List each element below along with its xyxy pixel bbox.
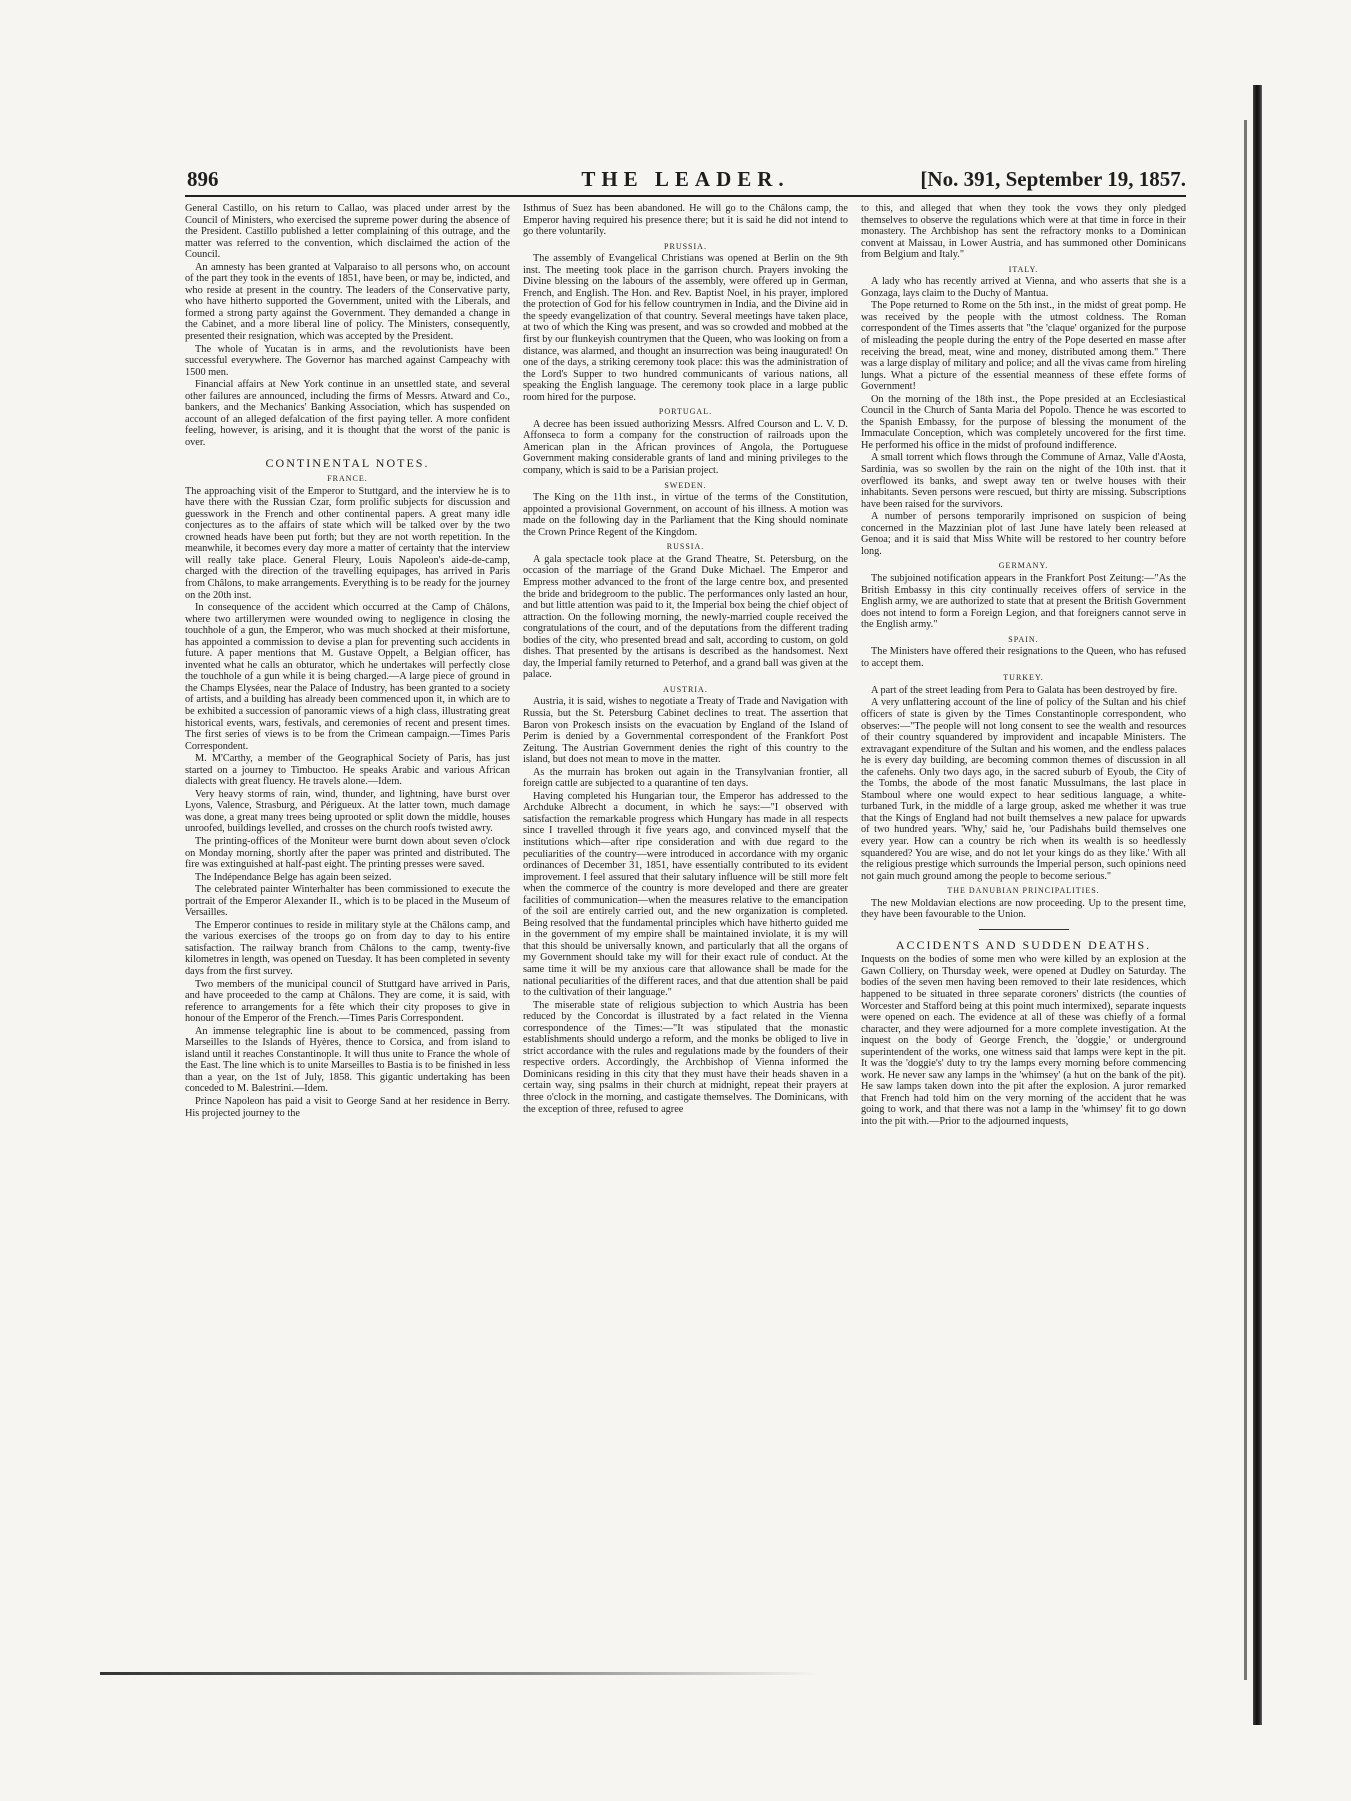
paragraph: Having completed his Hungarian tour, the Emperor has addressed to the Archduke Albrecht a document, in which he says:—"I observed with satisfaction the remarkable progress which Hungary has made in all respects since I travelled through it five years ago, and convinced myself that the institutions which—after ripe consideration and with due regard to the peculiarities of the country—were introduced in accordance with my organic ordinances of December 31, 1851, have essentially contributed to its evident improvement. I feel assured that their salutary influence will be still more felt when the commerce of the country is more developed and there are greater facilities of communication—when the measures relative to the emancipation of the soil are entirely carried out, and the new organization is completed. Being resolved that the fundamental principles which have hitherto guided me in the government of my empire shall be maintained inviolate, it is my will that this should be universally known, and particularly that all the organs of my Government should take my will for their exact rule of conduct. At the same time it will be my anxious care that allowance shall be made for the national peculiarities of the different races, and that due attention shall be paid to the cultivation of their language." (523, 790, 848, 999)
paragraph: Prince Napoleon has paid a visit to George Sand at her residence in Berry. His projected journey to the (185, 1096, 510, 1119)
paragraph: The assembly of Evangelical Christians was opened at Berlin on the 9th inst. The meeting took place in the garrison church. Prayers invoking the Divine blessing on the labours of the assembly, were offered up in German, French, and English. The Hon. and Rev. Baptist Noel, in his prayer, implored the protection of God for his fellow countrymen in India, and the Divine aid in the speedy evangelization of that country. Several meetings have taken place, at two of which the King was present, and was so crowded and mobbed at the first by our flunkeyish countrymen that the Queen, who was looking on from a distance, was alarmed, and thought an insurrection was being inaugurated! On one of the days, a striking ceremony took place: this was the administration of the Lord's Supper to two hundred communicants of various nations, all speaking the English language. The ceremony took place in a large public room hired for the purpose. (523, 253, 848, 403)
masthead (185, 165, 1186, 197)
paragraph: On the morning of the 18th inst., the Pope presided at an Ecclesiastical Council in the Church of Santa Maria del Popolo. Thence he was escorted to the Spanish Embassy, for the purpose of blessing the monument of the Immaculate Conception, which was completely uncovered for the first time. He performed his office in the midst of profound indifference. (861, 393, 1186, 451)
section-title-continental-notes: CONTINENTAL NOTES. (265, 456, 430, 471)
paragraph: A gala spectacle took place at the Grand Theatre, St. Petersburg, on the occasion of the marriage of the Grand Duke Michael. The Emperor and Empress mother advanced to the front of the large centre box, and presented the bride and bridegroom to the public. The performances only lasted an hour, and but little attention was paid to it, the Imperial box being the chief object of attraction. On the following morning, the newly-married couple received the congratulations of the court, and of the deputations from the different trading bodies of the city, who presented bread and salt, according to custom, on gold dishes. That presented by the artisans is described as the handsomest. Next day, the Imperial family returned to Peterhof, and a grand ball was given at the palace. (523, 553, 848, 681)
newspaper-title: THE LEADER. (581, 167, 790, 191)
paragraph: Inquests on the bodies of some men who were killed by an explosion at the Gawn Colliery, on Thursday week, were opened at Dudley on Saturday. The bodies of the seven men having been removed to their late residences, which happened to be situated in three separate coroners' districts (the counties of Worcester and Stafford being at this point much intermixed), separate inquests were opened on each. The evidence at all of these was chiefly of a formal character, and they were adjourned for a more complete investigation. At the inquest on the body of George French, the 'doggie,' or underground superintendent of the works, one witness said that lamps were kept in the pit. It was the 'doggie's' duty to try the lamps every morning before commencing work. He never saw any lamps in the 'whimsey' (a hut on the bank of the pit). He saw lamps taken down into the pit after the explosion. A juror remarked that French had told him on the very morning of the accident that he was going to work, and that there was not a lamp in the 'whimsey' fit to go down into the pit with.—Prior to the adjourned inquests, (861, 954, 1186, 1128)
paragraph: The approaching visit of the Emperor to Stuttgard, and the interview he is to have there with the Russian Czar, form prolific subjects for discussion and guesswork in the French and other continental papers. A great many idle conjectures as to the affairs of state which will be talked over by the two crowned heads have been put forth; but they are not worth repetition. In the meanwhile, it becomes every day more a matter of certainty that the interview will really take place. General Fleury, Louis Napoleon's aide-de-camp, charged with the direction of the travelling equipages, has arrived in Paris from Châlons, to make arrangements. Everything is to be ready for the journey on the 20th inst. (185, 485, 510, 601)
paragraph: The subjoined notification appears in the Frankfort Post Zeitung:—"As the British Embassy in this city continually receives offers of service in the English army, we are authorized to state that at present the British Government does not intend to form a Foreign Legion, and that foreigners cannot serve in the English army." (861, 572, 1187, 631)
paragraph: The Pope returned to Rome on the 5th inst., in the midst of great pomp. He was received by the people with the utmost coldness. The Roman correspondent of the Times asserts that "the 'claque' organized for the purpose of misleading the people during the entry of the Pope deserted en masse after receiving the bread, meat, wine and money, distributed among them." There was a large display of military and police; and all the vivas came from hireling lungs. What a picture of the essential meanness of these effete forms of Government! (861, 300, 1186, 393)
column-3 (861, 203, 1186, 1129)
paragraph: Very heavy storms of rain, wind, thunder, and lightning, have burst over Lyons, Valence, Strasburg, and Périgueux. At the latter town, much damage was done, a great many trees being uprooted or split down the middle, houses unroofed, buildings levelled, and crosses on the church roofs twisted awry. (185, 788, 510, 835)
section-title-accidents: ACCIDENTS AND SUDDEN DEATHS. (895, 937, 1152, 952)
column-2 (523, 203, 848, 1129)
paragraph: A decree has been issued authorizing Messrs. Alfred Courson and L. V. D. Affonseca to form a company for the construction of railroads upon the American plan in the African provinces of Angola, the Portuguese Government making considerable grants of land and mining privileges to the company, which is said to be a Parisian project. (523, 418, 848, 477)
subheading-spain: SPAIN. (1008, 634, 1039, 644)
paragraph: M. M'Carthy, a member of the Geographical Society of Paris, has just started on a journey to Timbuctoo. He speaks Arabic and various African dialects with great fluency. He travels alone.—Idem. (185, 753, 510, 788)
subheading-prussia: PRUSSIA. (664, 241, 707, 251)
subheading-sweden: SWEDEN. (664, 480, 707, 490)
subheading-turkey: TURKEY. (1003, 673, 1044, 683)
paragraph: General Castillo, on his return to Callao, was placed under arrest by the Council of Ministers, who exercised the supreme power during the absence of the President. Castillo published a letter complaining of this outrage, and the matter was referred to the convention, which disclaimed the action of the Council. (185, 203, 510, 261)
paragraph: In consequence of the accident which occurred at the Camp of Châlons, where two artillerymen were wounded owing to negligence in closing the touchhole of a gun, the Emperor, who was much shocked at their misfortune, has appointed a commission to devise a plan for preventing such accidents in future. A paper mentions that M. Gustave Oppelt, a Belgian officer, has invented what he calls an obturator, which he undertakes will perfectly close the touchhole of a gun while it is being charged.—A large piece of ground in the Champs Elysées, near the Palace of Industry, has been granted to a society of artists, and a building has already been commenced upon it, in which are to be exhibited a succession of panoramic views of a high class, illustrating great historical events, wars, festivals, and ceremonies of recent and present times. The first series of views is to be from the Crimean campaign.—Times Paris Correspondent. (185, 602, 510, 752)
binding-edge (1253, 85, 1262, 1725)
paragraph: The printing-offices of the Moniteur were burnt down about seven o'clock on Monday morning, shortly after the paper was printed and distributed. The fire was extinguished at half-past eight. The printing presses were saved. (185, 835, 510, 871)
page-number: 896 (187, 167, 219, 191)
issue-info: [No. 391, September 19, 1857. (920, 167, 1186, 191)
newspaper-page (185, 165, 1186, 1129)
column-1 (185, 203, 510, 1129)
paragraph: A lady who has recently arrived at Vienna, and who asserts that she is a Gonzaga, lays claim to the Duchy of Mantua. (861, 276, 1186, 299)
subheading-italy: ITALY. (1008, 264, 1039, 274)
paragraph: The Emperor continues to reside in military style at the Châlons camp, and the various exercises of the troops go on from day to day to his entire satisfaction. The railway branch from Châlons to the camp, twenty-five kilometres in length, was opened on Tuesday. It has been completed in seventy days from the first survey. (185, 919, 510, 977)
scan-artifact (100, 1672, 820, 1675)
paragraph: The Indépendance Belge has again been seized. (195, 871, 392, 883)
subheading-germany: GERMANY. (998, 561, 1049, 571)
subheading-portugal: PORTUGAL. (658, 407, 713, 417)
paragraph: Financial affairs at New York continue in an unsettled state, and several other failures are announced, including the firms of Messrs. Atward and Co., bankers, and the Mechanics' Banking Association, which has suspended on account of an alleged defalcation of the first paying teller. A more confident feeling, however, is arising, and it is thought that the worst of the panic is over. (185, 379, 510, 448)
subheading-danubian: THE DANUBIAN PRINCIPALITIES. (947, 886, 1100, 896)
paragraph: A part of the street leading from Pera to Galata has been destroyed by fire. (871, 684, 1178, 696)
paragraph: The Ministers have offered their resignations to the Queen, who has refused to accept them. (861, 646, 1186, 669)
paragraph: The new Moldavian elections are now proceeding. Up to the present time, they have been favourable to the Union. (861, 897, 1186, 921)
columns (185, 203, 1186, 1129)
paragraph: to this, and alleged that when they took the vows they only pledged themselves to observe the regulations which were at that time in force in their monastery. The Archbishop has sent the refractory monks to a Dominican convent at Maissau, in Lower Austria, and has summoned other Dominicans from Belgium and Italy." (861, 203, 1186, 261)
subheading-france: FRANCE. (327, 474, 368, 484)
paragraph: An amnesty has been granted at Valparaiso to all persons who, on account of the part they took in the events of 1851, have been, or may be, indicted, and who reside at present in the country. The leaders of the Conservative party, who have hitherto supported the Government, united with the Liberals, and formed a strong party against the Government. They demanded a change in the Cabinet, and a more liberal line of policy. The Ministers, consequently, presented their resignation, which was accepted by the President. (185, 261, 510, 343)
paragraph: The whole of Yucatan is in arms, and the revolutionists have been successful everywhere. The Governor has marched against Campeachy with 1500 men. (185, 343, 510, 378)
paragraph: An immense telegraphic line is about to be commenced, passing from Marseilles to the Islands of Hyères, thence to Corsica, and from island to island until it reaches Constantinople. It will thus unite to France the whole of the East. The line which is to unite Marseilles to Bastia is to be finished in less than a year, on the 1st of July, 1858. This gigantic undertaking has been conceded to M. Balestrini.—Idem. (185, 1025, 510, 1095)
paragraph: The King on the 11th inst., in virtue of the terms of the Constitution, appointed a provisional Government, on account of his illness. A motion was made on the following day in the Parliament that the King should nominate the Crown Prince Regent of the Kingdom. (523, 492, 848, 538)
subheading-austria: AUSTRIA. (663, 684, 708, 694)
paragraph: A small torrent which flows through the Commune of Arnaz, Valle d'Aosta, Sardinia, was so swollen by the rain on the night of the 10th inst. that it overflowed its banks, and swept away ten or twelve houses with their inhabitants. Seven persons were rescued, but thirty are missing. Subscriptions have been raised for the survivors. (861, 452, 1186, 510)
paragraph: Two members of the municipal council of Stuttgard have arrived in Paris, and have proceeded to the camp at Châlons. They are come, it is said, with reference to arrangements for a fête which their city proposes to give in honour of the Emperor of the French.—Times Paris Correspondent. (185, 978, 510, 1025)
paragraph: The celebrated painter Winterhalter has been commissioned to execute the portrait of the Emperor Alexander II., which is to be placed in the Museum of Versailles. (185, 884, 510, 919)
paragraph: The miserable state of religious subjection to which Austria has been reduced by the Concordat is illustrated by a fact related in the Vienna correspondence of the Times:—"It was stipulated that the monastic establishments should undergo a reform, and the monks be obliged to live in strict accordance with the rules and regulations made by the founders of their respective orders. Accordingly, the Archbishop of Vienna informed the Dominicans residing in this city that they must have their heads shaven in a certain way, sing psalms in their church at midnight, repeat their prayers at three o'clock in the morning, and castigate themselves. The Dominicans, with the exception of three, refused to agree (523, 999, 848, 1115)
subheading-russia: RUSSIA. (666, 542, 705, 552)
paragraph: A number of persons temporarily imprisoned on suspicion of being concerned in the Mazzinian plot of last June have lately been released at Genoa; and it is said that Miss White will be restored to her country before long. (861, 511, 1186, 557)
paragraph: A very unflattering account of the line of policy of the Sultan and his chief officers of state is given by the Times Constantinople correspondent, who observes:—"The people will not long consent to see the wealth and resources of their country squandered by improvident and incapable Ministers. The extravagant expenditure of the Sultan and his women, and the endless palaces he is every day building, are becoming common themes of discussion in all the cafenehs. Only two days ago, in the sacred suburb of Eyoub, the City of the Tombs, the abode of the most fanatic Mussulmans, the last place in Stamboul where one would expect to hear seditious language, a white-turbaned Turk, in the middle of a large group, asked me whether it was true that the Kings of England had not built themselves a new palace for upwards of two hundred years. 'Why,' said he, 'our Padishahs build themselves one every year. How can a country be rich when its wealth is so heedlessly squandered? You are wise, and do not let your kings do as they like.' With all the religious prestige which surrounds the Imperial person, such opinions need not gain much ground among the people to become serious." (861, 697, 1186, 882)
paragraph: Isthmus of Suez has been abandoned. He will go to the Châlons camp, the Emperor having required his presence there; but it is said he did not intend to go there voluntarily. (523, 203, 848, 238)
binding-shadow (1244, 120, 1247, 1680)
section-divider (979, 929, 1069, 930)
paragraph: Austria, it is said, wishes to negotiate a Treaty of Trade and Navigation with Russia, but the St. Petersburg Cabinet declines to treat. The assertion that Baron von Prokesch insists on the evacuation by England of the Island of Perim is denied by a Governmental correspondent of the Frankfort Post Zeitung. The Austrian Government denies the right of this country to the island, but does not mean to move in the matter. (523, 696, 848, 766)
paragraph: As the murrain has broken out again in the Transylvanian frontier, all foreign cattle are subjected to a quarantine of ten days. (523, 766, 848, 790)
